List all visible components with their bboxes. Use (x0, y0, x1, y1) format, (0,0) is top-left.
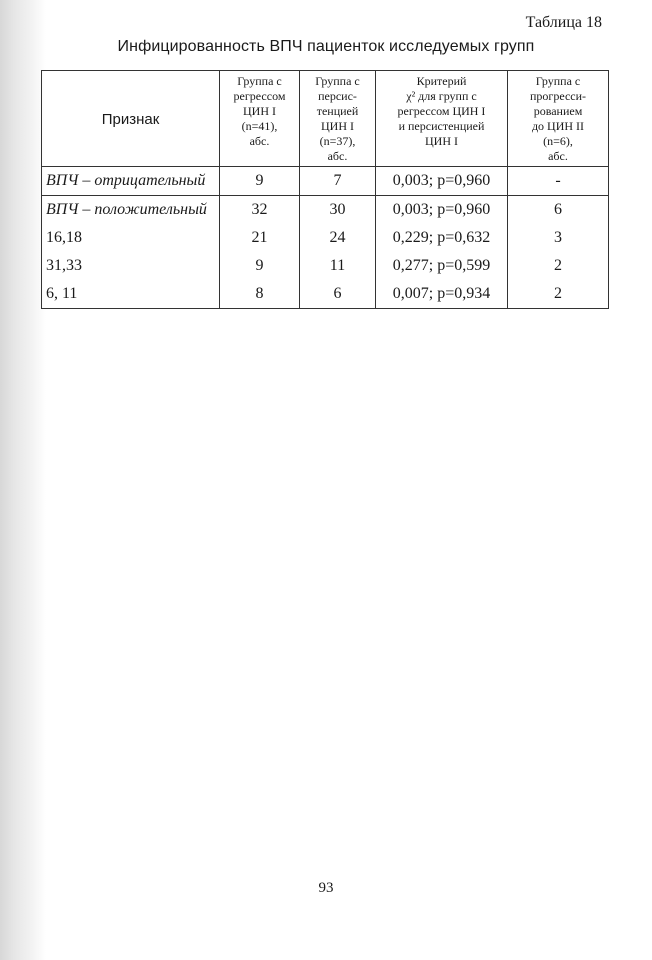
table-row (42, 280, 609, 309)
header-line: ЦИН I (243, 104, 276, 118)
header-line: рованием (533, 104, 583, 118)
cell-persist: 30 (300, 196, 376, 225)
header-line: (n=41), (241, 119, 278, 133)
header-line: прогресси- (529, 89, 587, 103)
header-attribute-line: Признак (101, 110, 160, 128)
header-line: регрессом (233, 89, 286, 103)
cell-attribute: 6, 11 (42, 280, 220, 309)
cell-attribute: ВПЧ – отрицательный (42, 167, 220, 196)
cell-regress: 9 (220, 167, 300, 196)
cell-attribute: ВПЧ – положительный (42, 196, 220, 225)
table-title: Инфицированность ВПЧ пациенток исследуемых групп (117, 38, 535, 55)
header-line: (n=37), (319, 134, 356, 148)
header-line: Группа с (535, 74, 581, 88)
cell-persist: 6 (300, 280, 376, 309)
header-line: тенцией (316, 104, 359, 118)
cell-progress: 3 (508, 224, 609, 252)
table-row (42, 224, 609, 252)
header-line: Критерий (416, 74, 467, 88)
table-row (42, 196, 609, 225)
header-line: до ЦИН II (531, 119, 585, 133)
table-row (42, 252, 609, 280)
header-line: Группа с (237, 74, 282, 88)
page-number: 93 (318, 880, 334, 896)
cell-persist: 11 (300, 252, 376, 280)
cell-chi: 0,229; p=0,632 (376, 224, 508, 252)
cell-persist: 24 (300, 224, 376, 252)
table-label: Таблица 18 (525, 14, 602, 31)
header-progress-group (508, 71, 609, 167)
header-row (42, 71, 609, 167)
cell-progress: 6 (508, 196, 609, 225)
header-line: абс. (327, 149, 348, 163)
cell-regress: 8 (220, 280, 300, 309)
header-line: Группа с (315, 74, 360, 88)
cell-progress: 2 (508, 280, 609, 309)
header-chi-square (376, 71, 508, 167)
header-line: абс. (249, 134, 270, 148)
cell-chi: 0,003; p=0,960 (376, 196, 508, 225)
cell-regress: 21 (220, 224, 300, 252)
header-line: ЦИН I (321, 119, 354, 133)
cell-progress: - (508, 167, 609, 196)
header-line: персис- (318, 89, 357, 103)
cell-regress: 9 (220, 252, 300, 280)
cell-chi: 0,003; p=0,960 (376, 167, 508, 196)
cell-chi: 0,007; p=0,934 (376, 280, 508, 309)
header-attribute (42, 71, 220, 167)
header-line: χ² для групп с (406, 89, 477, 103)
scan-shadow (0, 0, 46, 960)
cell-persist: 7 (300, 167, 376, 196)
cell-progress: 2 (508, 252, 609, 280)
cell-regress: 32 (220, 196, 300, 225)
cell-attribute: 16,18 (42, 224, 220, 252)
header-line: ЦИН I (425, 134, 458, 148)
data-table (41, 70, 609, 309)
table-row (42, 167, 609, 196)
header-persist-group (300, 71, 376, 167)
cell-chi: 0,277; p=0,599 (376, 252, 508, 280)
header-line: абс. (548, 149, 568, 163)
header-line: (n=6), (543, 134, 573, 148)
header-regress-group (220, 71, 300, 167)
header-line: регрессом ЦИН I (397, 104, 486, 118)
header-line: и персистенцией (398, 119, 485, 133)
cell-attribute: 31,33 (42, 252, 220, 280)
